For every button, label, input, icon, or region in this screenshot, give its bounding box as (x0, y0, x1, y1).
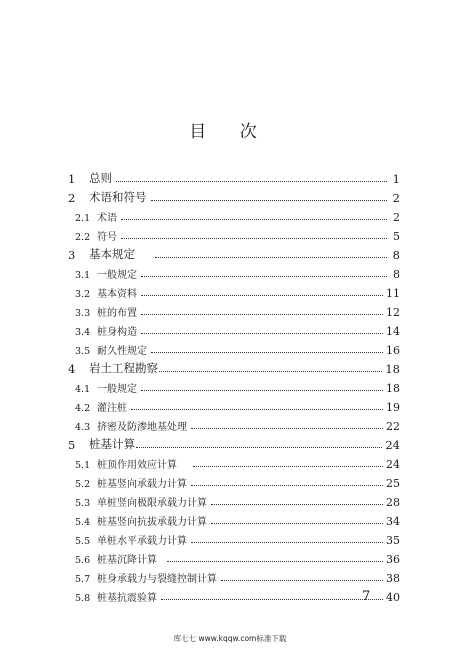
toc-entry-title: 总则 (89, 171, 112, 185)
toc-entry-title: 桩基计算 (89, 437, 135, 451)
dot-leader (141, 294, 383, 296)
toc-entry-title: 一般规定 (97, 270, 137, 281)
toc-entry-title: 术语和符号 (89, 190, 147, 204)
toc-entry-page: 24 (386, 458, 400, 471)
toc-entry[interactable] (68, 166, 400, 186)
toc-entry[interactable] (68, 356, 400, 376)
toc-entry[interactable] (68, 242, 400, 262)
toc-entry-title: 桩身构造 (97, 327, 137, 338)
dot-leader (191, 484, 383, 486)
toc-entry-number: 3.3 (75, 308, 91, 319)
toc-entry-number: 5.8 (75, 593, 91, 604)
toc-entry-number: 4.1 (75, 384, 91, 395)
toc-entry-title: 符号 (97, 232, 117, 243)
toc-entry-number: 4.2 (75, 403, 91, 414)
toc-entry-page: 2 (392, 191, 400, 205)
toc-entry-number: 3.1 (75, 270, 91, 281)
toc-entry-title: 挤密及防渗地基处理 (97, 422, 187, 433)
dot-leader (221, 579, 383, 581)
toc-entry-title: 岩土工程勘察 (89, 361, 158, 375)
page-number: 7 (362, 589, 371, 604)
toc-entry-page: 8 (393, 268, 400, 281)
toc-entry[interactable] (68, 204, 400, 224)
toc-entry-number: 2.2 (75, 232, 91, 243)
toc-entry-page: 40 (386, 591, 400, 604)
dot-leader (121, 237, 387, 239)
toc-entry-page: 2 (393, 211, 400, 224)
dot-leader (136, 446, 382, 448)
toc-entry-number: 5.5 (75, 536, 91, 547)
dot-leader (116, 180, 387, 182)
dot-leader (141, 332, 383, 334)
toc-entry-title: 一般规定 (97, 384, 137, 395)
toc-entry-page: 18 (386, 382, 400, 395)
toc-entry-number: 5 (68, 438, 76, 452)
toc-entry[interactable] (68, 584, 400, 604)
toc-entry-page: 16 (386, 344, 400, 357)
toc-entry[interactable] (68, 375, 400, 395)
toc-entry-number: 3.5 (75, 346, 91, 357)
dot-leader (141, 313, 383, 315)
toc-entry-page: 5 (393, 230, 400, 243)
toc-entry-page: 34 (386, 515, 400, 528)
toc-entry-title: 基本规定 (89, 247, 135, 261)
toc-entry-page: 11 (386, 287, 400, 300)
toc-entry-number: 5.7 (75, 574, 91, 585)
toc-entry-title: 耐久性规定 (97, 346, 147, 357)
toc-entry[interactable] (68, 508, 400, 528)
toc-entry-title: 基本资料 (97, 289, 137, 300)
dot-leader (211, 503, 383, 505)
toc-entry-title: 术语 (97, 213, 117, 224)
toc-entry-title: 桩的布置 (97, 308, 137, 319)
page-title: 目 次 (189, 122, 271, 142)
dot-leader (191, 541, 383, 543)
dot-leader (167, 560, 383, 562)
toc-entry-title: 灌注桩 (97, 403, 127, 414)
toc-entry[interactable] (68, 261, 400, 281)
toc-entry-page: 14 (386, 325, 400, 338)
dot-leader (211, 522, 383, 524)
dot-leader (151, 351, 383, 353)
toc-entry-title: 桩基沉降计算 (97, 555, 157, 566)
toc-entry-number: 5.2 (75, 479, 91, 490)
toc-entry-page: 12 (386, 306, 400, 319)
toc-entry-page: 28 (386, 496, 400, 509)
toc-entry[interactable] (68, 223, 400, 243)
toc-entry-page: 18 (385, 362, 400, 376)
toc-entry-title: 单桩竖向极限承载力计算 (97, 498, 207, 509)
toc-entry-number: 4.3 (75, 422, 91, 433)
toc-entry-page: 24 (385, 438, 400, 452)
dot-leader (193, 465, 383, 467)
toc-entry-page: 1 (392, 172, 400, 186)
toc-entry-number: 3 (68, 248, 76, 262)
dot-leader (161, 598, 383, 600)
toc-entry[interactable] (68, 489, 400, 509)
toc-entry[interactable] (68, 546, 400, 566)
toc-entry-number: 2.1 (75, 213, 91, 224)
toc-entry[interactable] (68, 565, 400, 585)
toc-entry[interactable] (68, 413, 400, 433)
toc-entry-page: 25 (386, 477, 400, 490)
toc-entry-page: 8 (392, 248, 400, 262)
toc-entry[interactable] (68, 451, 400, 471)
toc-entry[interactable] (68, 318, 400, 338)
footer-watermark: 库七七 www.kqqw.com标准下载 (173, 634, 287, 643)
toc-entry-number: 5.3 (75, 498, 91, 509)
toc-entry-number: 2 (68, 191, 76, 205)
toc-entry-number: 3.2 (75, 289, 91, 300)
toc-entry-number: 5.4 (75, 517, 91, 528)
toc-entry-page: 36 (386, 553, 400, 566)
toc-entry[interactable] (68, 394, 400, 414)
toc-entry-title: 桩身承载力与裂缝控制计算 (97, 574, 217, 585)
dot-leader (141, 389, 383, 391)
toc-entry-title: 桩顶作用效应计算 (97, 460, 177, 471)
toc-entry-title: 桩基竖向抗拔承载力计算 (97, 517, 207, 528)
toc-entry-page: 19 (386, 401, 400, 414)
toc-entry[interactable] (68, 185, 400, 205)
toc-entry-number: 4 (68, 362, 76, 376)
dot-leader (131, 408, 383, 410)
toc-entry-number: 5.1 (75, 460, 91, 471)
toc-entry-title: 桩基抗震验算 (97, 593, 157, 604)
dot-leader (121, 218, 387, 220)
toc-entry-page: 22 (386, 420, 400, 433)
toc-entry-number: 3.4 (75, 327, 91, 338)
toc-entry[interactable] (68, 527, 400, 547)
toc-entry-number: 5.6 (75, 555, 91, 566)
dot-leader (155, 256, 387, 258)
dot-leader (191, 427, 383, 429)
dot-leader (151, 199, 388, 201)
dot-leader (159, 370, 382, 372)
dot-leader (141, 275, 387, 277)
toc-entry[interactable] (68, 432, 400, 452)
toc-entry-title: 单桩水平承载力计算 (97, 536, 187, 547)
toc-entry[interactable] (68, 280, 400, 300)
toc-entry-page: 38 (386, 572, 400, 585)
toc-entry-page: 35 (386, 534, 400, 547)
toc-entry[interactable] (68, 470, 400, 490)
toc-entry-title: 桩基竖向承载力计算 (97, 479, 187, 490)
toc-entry-number: 1 (68, 172, 76, 186)
toc-entry[interactable] (68, 337, 400, 357)
toc-entry[interactable] (68, 299, 400, 319)
